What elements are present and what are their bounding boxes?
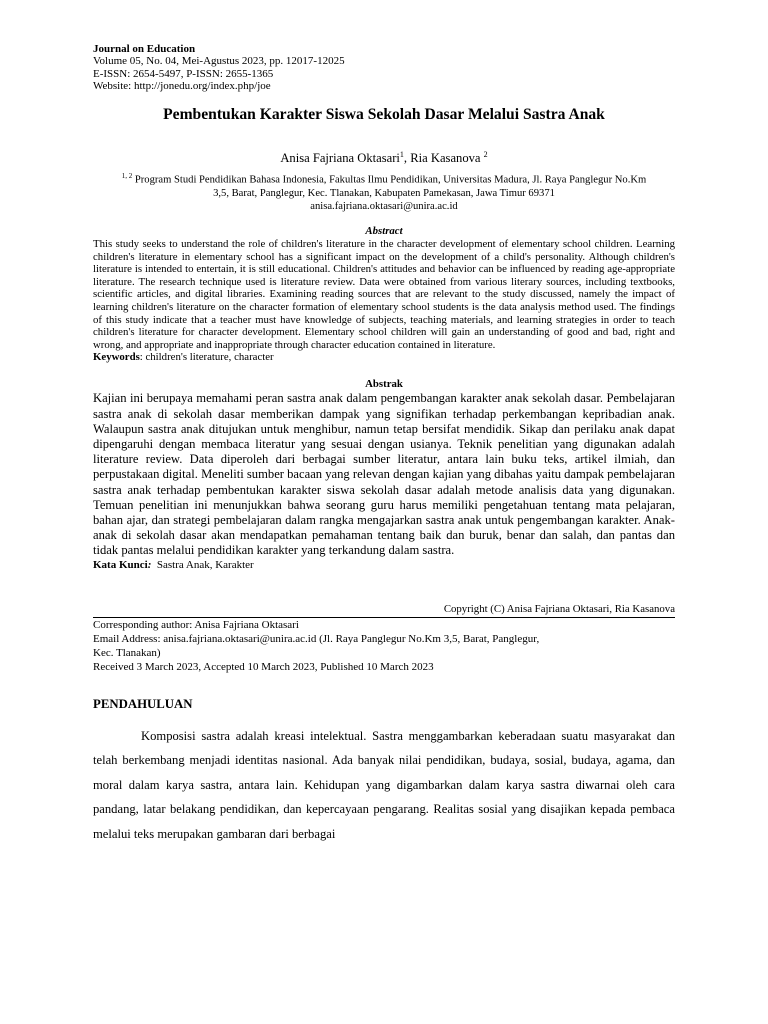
author-name: Ria Kasanova [410, 150, 484, 165]
author-email: anisa.fajriana.oktasari@unira.ac.id [310, 200, 458, 212]
copyright-line: Copyright (C) Anisa Fajriana Oktasari, Ria Kasanova [93, 603, 675, 618]
paper-page [93, 43, 675, 847]
author-separator: , [403, 150, 411, 165]
correspondence-email-continued: Kec. Tlanakan) [93, 646, 161, 659]
keywords-label: Keywords [93, 351, 140, 364]
abstract-text: This study seeks to understand the role of children's literature in the character development of elementary school children. Learning children's literature in elementary school has a significant impact on the development of a child's personality. Although children's literature is intended to entertain, it is still educational. Children's attitudes and behavior can be influenced by reading age-appropriate literature. The research technique used is literature review. Data were obtained from various literary sources, including textbooks, scientific articles, and digital libraries. Examining reading sources that are relevant to the study discussed, namely the impact of learning children's literature on the character formation of elementary school students is the data analysis method used. The findings of this study indicate that a teacher must have knowledge of subjects, teaching materials, and learning strategies in order to teach children's literature for character development. Elementary school children will gain an understanding of good and bad, right and wrong, and appropriate and inappropriate through character education contained in literature. [93, 237, 675, 351]
kata-kunci-colon: : [147, 558, 152, 571]
kata-kunci [93, 559, 675, 572]
journal-volume: Volume 05, No. 04, Mei-Agustus 2023, pp. 12017-12025 [93, 55, 345, 68]
author-name: Anisa Fajriana Oktasari [280, 150, 400, 165]
keywords [93, 351, 675, 364]
author-list [93, 147, 675, 166]
author-affiliation-marker: 2 [483, 149, 488, 159]
body-paragraph: Komposisi sastra adalah kreasi intelektual. Sastra menggambarkan keberadaan suatu masyarakat dan telah berkembang menjadi identitas nasional. Ada banyak nilai pendidikan, budaya, sosial, budaya, agama, dan moral dalam karya sastra, antara lain. Kehidupan yang digambarkan dalam karya sastra diwarnai oleh cara pandang, latar belakang pendidikan, dan kepercayaan pengarang. Realitas sosial yang disajikan kepada pembaca melalui teks merupakan gambaran dari berbagai [93, 728, 675, 841]
affiliation-marker: 1, 2 [121, 171, 133, 180]
abstrak-heading: Abstrak [365, 378, 403, 391]
journal-header [93, 43, 675, 93]
abstract-heading: Abstract [365, 224, 403, 237]
journal-name: Journal on Education [93, 43, 196, 55]
keywords-text: : children's literature, character [139, 351, 274, 364]
journal-issn: E-ISSN: 2654-5497, P-ISSN: 2655-1365 [93, 67, 274, 80]
publication-dates: Received 3 March 2023, Accepted 10 March 2023, Published 10 March 2023 [93, 660, 434, 673]
author-affiliation-marker: 1 [399, 149, 404, 159]
affiliation-line: 3,5, Barat, Panglegur, Kec. Tlanakan, Kabupaten Pamekasan, Jawa Timur 69371 [213, 187, 555, 199]
abstrak-text: Kajian ini berupaya memahami peran sastra anak dalam pengembangan karakter anak sekolah dasar. Pembelajaran sastra anak di sekolah dasar memberikan dampak yang signifikan terhadap perkembangan kepribadian anak. Walaupun sastra anak ditujukan untuk menghibur, namun tetap bersifat mendidik. Sikap dan perilaku anak dapat dipengaruhi dengan membaca literatur yang sesuai dengan usianya. Teknik penelitian yang digunakan adalah literature review. Data diperoleh dari berbagai sumber literatur, antara lain buku teks, artikel ilmiah, dan perpustakaan digital. Meneliti sumber bacaan yang relevan dengan kajian yang dibahas yaitu dampak pembelajaran sastra anak terhadap pembentukan karakter siswa sekolah dasar adalah metode analisis data yang digunakan. Temuan penelitian ini menunjukkan bahwa seorang guru harus memiliki pengetahuan tentang mata pelajaran, bahan ajar, dan strategi pembelajaran dalam rangka mengajarkan sastra anak untuk pengembangan karakter. Anak-anak di sekolah dasar akan mendapatkan pemahaman tentang baik dan buruk, benar dan salah, dan pantas dan tidak pantas melalui pendidikan karakter yang terkandung dalam sastra. [93, 391, 675, 558]
corresponding-author: Corresponding author: Anisa Fajriana Oktasari [93, 618, 299, 631]
section-heading: PENDAHULUAN [93, 696, 193, 711]
affiliation-line: Program Studi Pendidikan Bahasa Indonesia, Fakultas Ilmu Pendidikan, Universitas Madura, Jl. Raya Panglegur No.Km [132, 174, 647, 186]
correspondence-block [93, 618, 675, 674]
paper-title: Pembentukan Karakter Siswa Sekolah Dasar Melalui Sastra Anak [163, 105, 605, 123]
kata-kunci-label: Kata Kunci [93, 558, 148, 571]
journal-website: Website: http://jonedu.org/index.php/joe [93, 80, 271, 93]
affiliation [93, 170, 675, 213]
correspondence-email: Email Address: anisa.fajriana.oktasari@unira.ac.id (Jl. Raya Panglegur No.Km 3,5, Barat, Panglegur, [93, 632, 540, 645]
kata-kunci-text: Sastra Anak, Karakter [151, 558, 254, 571]
